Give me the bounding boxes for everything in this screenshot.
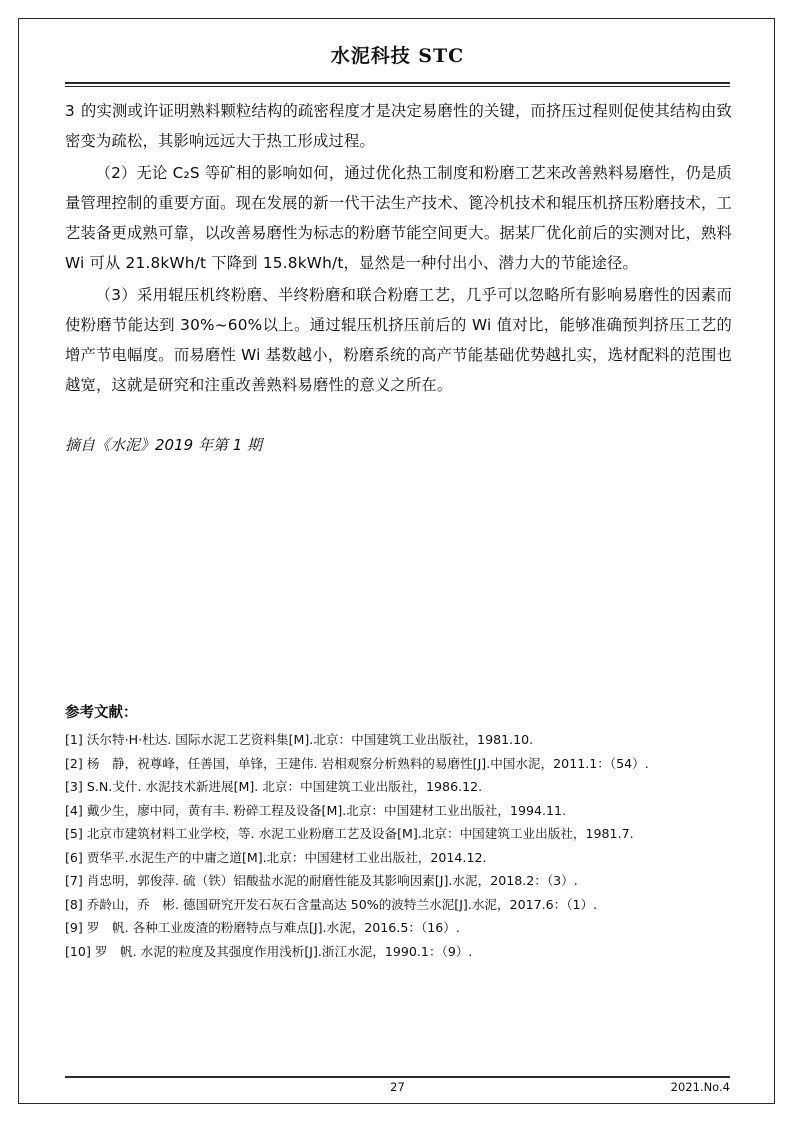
reference-item: [1] 沃尔特·H·杜达. 国际水泥工艺资料集[M].北京：中国建筑工业出版社，1981.10. [65, 732, 534, 747]
paragraph-text: 的实测或许证明熟料颗粒结构的疏密程度才是决定易磨性的关键，而挤压过程则促使其结构由致密变为疏松，其影响远远大于热工形成过程。 [65, 102, 732, 150]
reference-item: [6] 贾华平.水泥生产的中庸之道[M].北京：中国建材工业出版社，2014.12. [65, 849, 487, 865]
paragraph-3 [65, 280, 732, 400]
reference-item: [3] S.N.戈什. 水泥技术新进展[M]. 北京：中国建筑工业出版社，1986.12. [65, 779, 483, 794]
references-section [65, 700, 732, 963]
header-divider-thin [65, 86, 730, 87]
paragraph-lead-number: 3 [65, 102, 75, 120]
reference-item: [2] 杨 静，祝尊峰，任善国，单锋，王建伟. 岩相观察分析熟料的易磨性[J].中国水泥，2011.1：（54）. [65, 755, 649, 771]
issue-label: 2021.No.4 [670, 1080, 730, 1094]
reference-item: [8] 乔龄山，乔 彬. 德国研究开发石灰石含量高达 50%的波特兰水泥[J].水泥，2017.6：（1）. [65, 896, 598, 912]
paragraph-continuation [65, 96, 732, 156]
article-body [65, 96, 732, 460]
footer-divider [65, 1076, 730, 1078]
source-attribution: 摘自《水泥》2019 年第 1 期 [65, 436, 263, 454]
paragraph-2 [65, 158, 732, 278]
reference-item: [5] 北京市建筑材料工业学校，等. 水泥工业粉磨工艺及设备[M].北京：中国建筑工业出版社，1981.7. [65, 826, 634, 841]
journal-title: 水泥科技 STC [330, 45, 465, 67]
header-divider-thick [65, 82, 730, 84]
paragraph-text: （2）无论 C₂S 等矿相的影响如何，通过优化热工制度和粉磨工艺来改善熟料易磨性，仍是质量管理控制的重要方面。现在发展的新一代干法生产技术、篦冷机技术和辊压机挤压粉磨技术，工艺装备更成熟可靠，以改善易磨性为标志的粉磨节能空间更大。据某厂优化前后的实测对比，熟料 Wi 可从 21.8kWh/t 下降到 15.8kWh/t，显然是一种付出小、潜力大的节能途径。 [65, 164, 732, 272]
page-number: 27 [390, 1080, 405, 1094]
page-header [65, 46, 730, 67]
reference-item: [9] 罗 帆. 各种工业废渣的粉磨特点与难点[J].水泥，2016.5：（16）. [65, 920, 460, 935]
reference-item: [10] 罗 帆. 水泥的粒度及其强度作用浅析[J].浙江水泥，1990.1：（9）. [65, 943, 473, 959]
reference-item: [4] 戴少生，廖中同，黄有丰. 粉碎工程及设备[M].北京：中国建材工业出版社，1994.11. [65, 802, 567, 818]
paragraph-text: （3）采用辊压机终粉磨、半终粉磨和联合粉磨工艺，几乎可以忽略所有影响易磨性的因素而使粉磨节能达到 30%~60%以上。通过辊压机挤压前后的 Wi 值对比，能够准确预判挤压工艺的增产节电幅度。而易磨性 Wi 基数越小，粉磨系统的高产节能基础优势越扎实，选材配料的范围也越宽，这就是研究和注重改善熟料易磨性的意义之所在。 [65, 286, 732, 394]
references-heading: 参考文献： [65, 705, 138, 721]
reference-item: [7] 肖忠明，郭俊萍. 硫（铁）铝酸盐水泥的耐磨性能及其影响因素[J].水泥，2018.2：（3）. [65, 873, 578, 888]
